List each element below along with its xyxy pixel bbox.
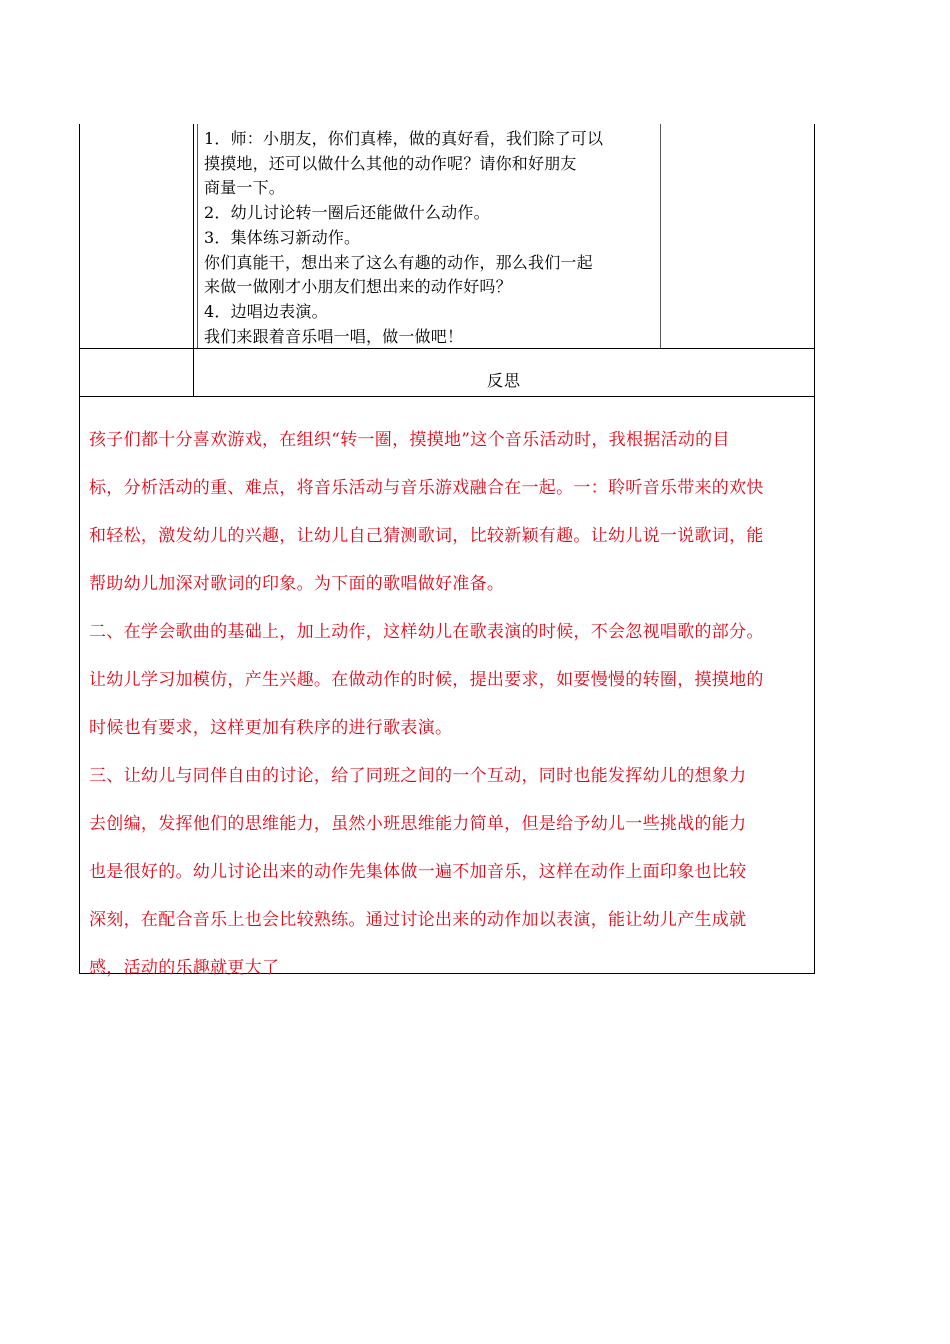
step-line: 摸摸地，还可以做什么其他的动作呢？请你和好朋友 bbox=[204, 153, 577, 173]
activity-steps-table bbox=[79, 124, 815, 349]
reflection-title: 反思 bbox=[486, 371, 521, 390]
table-column-divider bbox=[193, 124, 194, 348]
reflection-line: 也是很好的。幼儿讨论出来的动作先集体做一遍不加音乐，这样在动作上面印象也比较 bbox=[89, 862, 747, 882]
reflection-line: 标，分析活动的重、难点，将音乐活动与音乐游戏融合在一起。一：聆听音乐带来的欢快 bbox=[89, 478, 764, 498]
reflection-box bbox=[79, 397, 815, 978]
step-line: 1．师：小朋友，你们真棒，做的真好看，我们除了可以 bbox=[204, 129, 604, 148]
reflection-line: 时候也有要求，这样更加有秩序的进行歌表演。 bbox=[89, 718, 453, 738]
reflection-line: 二、在学会歌曲的基础上，加上动作，这样幼儿在歌表演的时候，不会忽视唱歌的部分。 bbox=[89, 622, 764, 642]
reflection-line: 让幼儿学习加模仿，产生兴趣。在做动作的时候，提出要求，如要慢慢的转圈，摸摸地的 bbox=[89, 670, 764, 690]
step-line: 3．集体练习新动作。 bbox=[204, 227, 361, 247]
reflection-line: 和轻松，激发幼儿的兴趣，让幼儿自己猜测歌词，比较新颖有趣。让幼儿说一说歌词，能 bbox=[89, 526, 764, 546]
step-line: 来做一做刚才小朋友们想出来的动作好吗？ bbox=[204, 277, 512, 297]
step-line: 2．幼儿讨论转一圈后还能做什么动作。 bbox=[204, 203, 490, 223]
reflection-line: 帮助幼儿加深对歌词的印象。为下面的歌唱做好准备。 bbox=[89, 574, 505, 594]
table-inner-divider-left bbox=[197, 124, 198, 348]
step-line: 你们真能干，想出来了这么有趣的动作，那么我们一起 bbox=[204, 252, 593, 272]
reflection-header-row bbox=[79, 349, 815, 397]
reflection-text bbox=[89, 416, 809, 992]
reflection-line: 深刻，在配合音乐上也会比较熟练。通过讨论出来的动作加以表演，能让幼儿产生成就 bbox=[89, 910, 747, 930]
reflection-line: 去创编，发挥他们的思维能力，虽然小班思维能力简单，但是给予幼儿一些挑战的能力 bbox=[89, 814, 747, 834]
step-line: 我们来跟着音乐唱一唱，做一做吧！ bbox=[204, 326, 464, 346]
reflection-line: 孩子们都十分喜欢游戏，在组织“转一圈，摸摸地”这个音乐活动时，我根据活动的目 bbox=[89, 430, 730, 450]
table-inner-divider-right bbox=[660, 124, 661, 348]
reflection-line: 感，活动的乐趣就更大了 bbox=[89, 958, 280, 978]
step-line: 商量一下。 bbox=[204, 178, 286, 198]
reflection-line: 三、让幼儿与同伴自由的讨论，给了同班之间的一个互动，同时也能发挥幼儿的想象力 bbox=[89, 766, 747, 786]
step-line: 4．边唱边表演。 bbox=[204, 301, 328, 321]
activity-steps-text bbox=[204, 127, 654, 349]
